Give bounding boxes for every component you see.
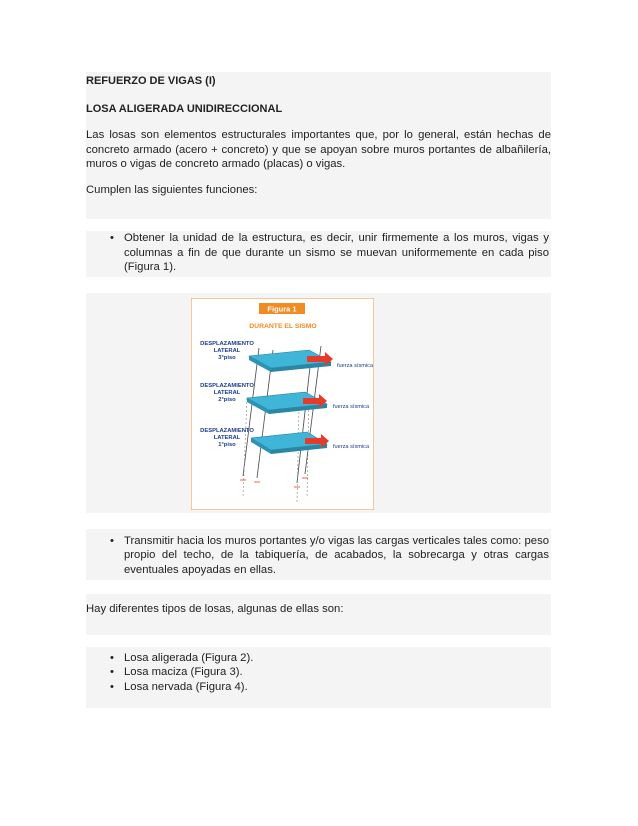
list-item	[86, 665, 551, 680]
bullet: •	[110, 666, 114, 678]
types-list-items	[86, 651, 551, 695]
types-intro: Hay diferentes tipos de losas, algunas de ellas son:	[86, 603, 344, 615]
function-item-1	[86, 231, 551, 277]
types-intro-block	[86, 594, 551, 635]
bullet: •	[110, 232, 114, 244]
types-list	[86, 647, 551, 709]
bullet: •	[110, 534, 114, 547]
document	[86, 72, 551, 708]
figure-tag: Figura 1	[267, 304, 297, 313]
figure-1-illustration	[191, 298, 374, 510]
floor-1-label-1: DESPLAZAMIENTO	[200, 427, 254, 434]
list-item	[86, 534, 551, 578]
floor-2-force: fuerza sísmica	[333, 403, 370, 410]
type-text-1: Losa aligerada (Figura 2).	[124, 651, 254, 664]
doc-title: REFUERZO DE VIGAS (I)	[86, 75, 216, 87]
floor-2-label-3: 2°piso	[218, 396, 236, 403]
figure-heading: DURANTE EL SISMO	[249, 322, 317, 330]
doc-subtitle: LOSA ALIGERADA UNIDIRECCIONAL	[86, 102, 283, 115]
function-item-2	[86, 529, 551, 581]
floor-3-force: fuerza sísmica	[337, 362, 374, 369]
floor-1-label-2: LATERAL	[213, 434, 241, 441]
type-text-3: Losa nervada (Figura 4).	[124, 680, 248, 693]
list-item	[86, 231, 551, 275]
list-item	[86, 680, 551, 695]
figure-1	[191, 298, 374, 510]
function-text-2: Transmitir hacia los muros portantes y/o vigas las cargas verticales tales como: peso propio del techo, de la tabiquería, de acabados, la sobrecarga y otras cargas eventuales apoyadas en ellas.	[124, 534, 549, 576]
floor-3-label-1: DESPLAZAMIENTO	[200, 340, 254, 347]
bullet: •	[110, 651, 114, 664]
functions-intro: Cumplen las siguientes funciones:	[86, 183, 258, 196]
type-text-2: Losa maciza (Figura 3).	[124, 666, 243, 678]
floor-2-label-1: DESPLAZAMIENTO	[200, 382, 254, 389]
floor-3-label-3: 3°piso	[218, 354, 236, 361]
intro-paragraph: Las losas son elementos estructurales importantes que, por lo general, están hechas de concreto armado (acero + concreto) y que se apoyan sobre muros portantes de albañilería, muros o vigas de concreto armado (placas) o vigas.	[86, 129, 551, 170]
bullet: •	[110, 680, 114, 693]
floor-2-label-2: LATERAL	[213, 389, 241, 396]
floor-1-label-3: 1°piso	[218, 441, 236, 448]
title-block	[86, 72, 551, 219]
floor-1-force: fuerza sísmica	[333, 443, 370, 450]
function-text-1: Obtener la unidad de la estructura, es decir, unir firmemente a los muros, vigas y columnas a fin de que durante un sismo se muevan uniformemente en cada piso (Figura 1).	[124, 232, 549, 273]
figure-band	[86, 293, 551, 513]
floor-3-label-2: LATERAL	[213, 347, 241, 354]
list-item	[86, 651, 551, 666]
